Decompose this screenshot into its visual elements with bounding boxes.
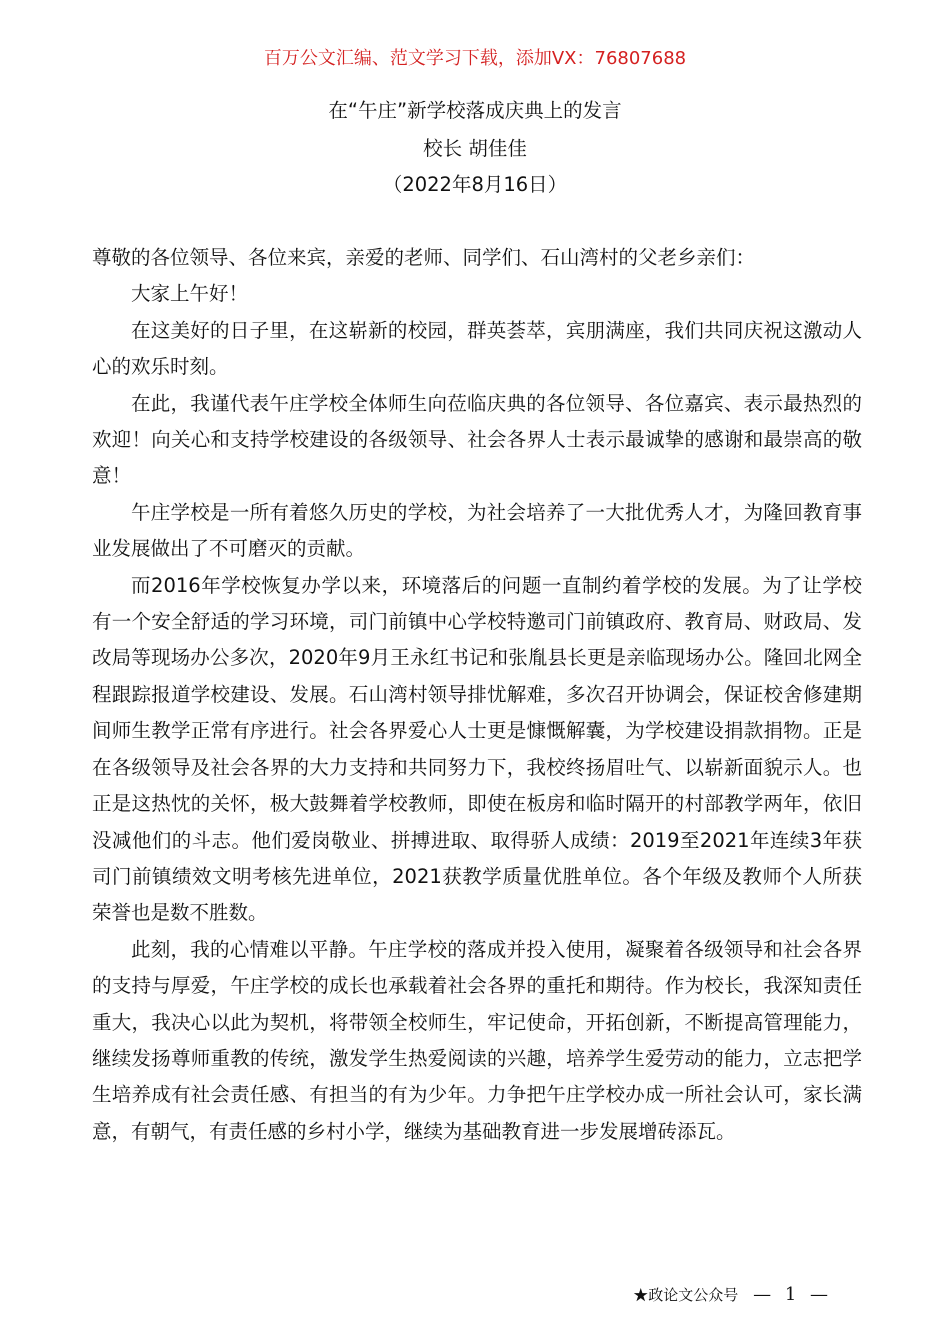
paragraph: 在这美好的日子里，在这崭新的校园，群英荟萃，宾朋满座，我们共同庆祝这激动人心的欢乐时刻。: [92, 318, 862, 379]
speech-title: 在“午庄”新学校落成庆典上的发言: [328, 99, 622, 122]
page-footer: [633, 1283, 832, 1307]
page-number: — 1 —: [753, 1284, 832, 1305]
promo-banner: 百万公文汇编、范文学习下载，添加VX：76807688: [263, 48, 687, 69]
speech-date: （2022年8月16日）: [382, 173, 568, 196]
paragraph: 午庄学校是一所有着悠久历史的学校，为社会培养了一大批优秀人才，为隆回教育事业发展做出了不可磨灭的贡献。: [92, 500, 862, 561]
paragraph: 此刻，我的心情难以平静。午庄学校的落成并投入使用，凝聚着各级领导和社会各界的支持与厚爱，午庄学校的成长也承载着社会各界的重托和期待。作为校长，我深知责任重大，我决心以此为契机，将带领全校师生，牢记使命，开拓创新，不断提高管理能力，继续发扬尊师重教的传统，激发学生热爱阅读的兴趣，培养学生爱劳动的能力，立志把学生培养成有社会责任感、有担当的有为少年。力争把午庄学校办成一所社会认可，家长满意，有朝气，有责任感的乡村小学，继续为基础教育进一步发展增砖添瓦。: [92, 937, 862, 1143]
speech-body: [92, 240, 862, 1150]
paragraph: 在此，我谨代表午庄学校全体师生向莅临庆典的各位领导、各位嘉宾、表示最热烈的欢迎！向关心和支持学校建设的各级领导、社会各界人士表示最诚挚的感谢和最崇高的敬意！: [92, 391, 862, 488]
footer-source: ★政论文公众号: [633, 1286, 739, 1304]
paragraph: 而2016年学校恢复办学以来，环境落后的问题一直制约着学校的发展。为了让学校有一个安全舒适的学习环境，司门前镇中心学校特邀司门前镇政府、教育局、财政局、发改局等现场办公多次，2020年9月王永红书记和张胤县长更是亲临现场办公。隆回北网全程跟踪报道学校建设、发展。石山湾村领导排忧解难，多次召开协调会，保证校舍修建期间师生教学正常有序进行。社会各界爱心人士更是慷慨解囊，为学校建设捐款捐物。正是在各级领导及社会各界的大力支持和共同努力下，我校终扬眉吐气、以崭新面貌示人。也正是这热忱的关怀，极大鼓舞着学校教师，即使在板房和临时隔开的村部教学两年，依旧没减他们的斗志。他们爱岗敬业、拼搏进取、取得骄人成绩：2019至2021年连续3年获司门前镇绩效文明考核先进单位，2021获教学质量优胜单位。各个年级及教师个人所获荣誉也是数不胜数。: [92, 573, 862, 925]
paragraph: 大家上午好！: [131, 282, 249, 306]
speaker-line: 校长 胡佳佳: [423, 137, 527, 160]
salutation: 尊敬的各位领导、各位来宾，亲爱的老师、同学们、石山湾村的父老乡亲们：: [92, 246, 756, 269]
